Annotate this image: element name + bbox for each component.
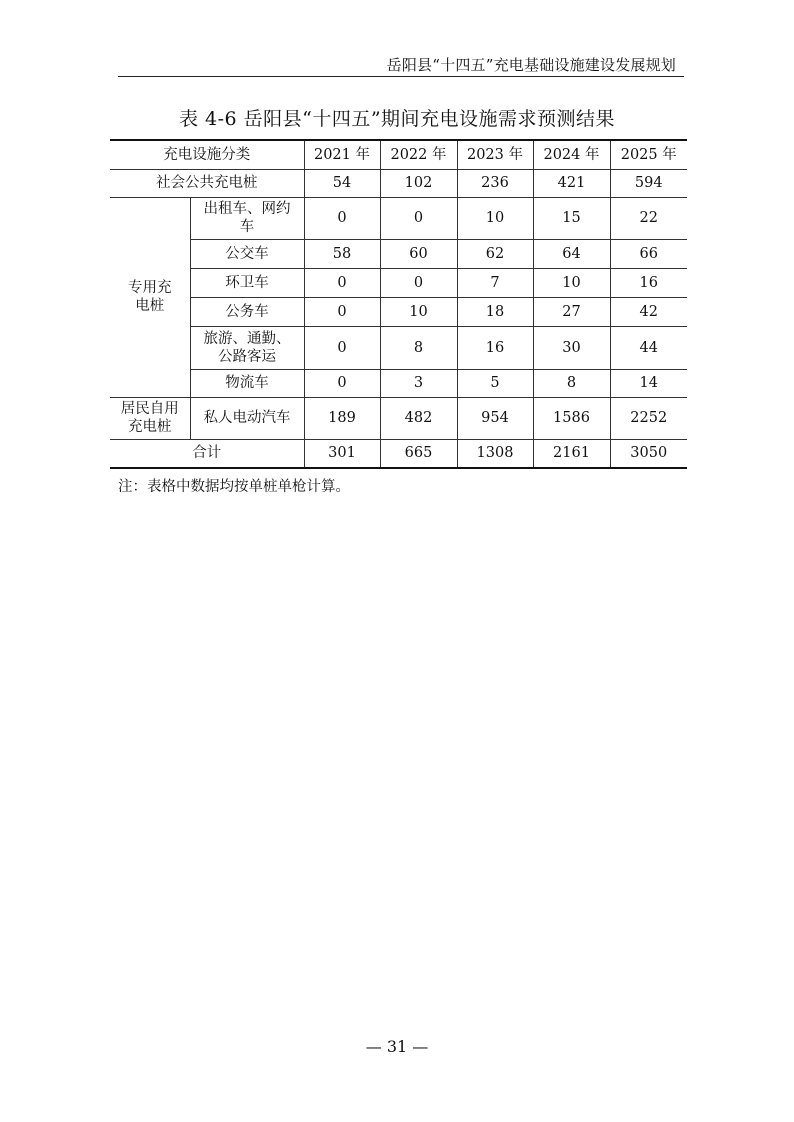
table-cell: 2161	[533, 439, 610, 468]
table-cell: 594	[610, 169, 687, 197]
row-label: 合计	[110, 439, 304, 468]
table-row-total	[110, 439, 687, 468]
table-cell: 30	[533, 326, 610, 369]
table-cell: 0	[304, 297, 380, 326]
table-cell: 22	[610, 197, 687, 239]
row-label: 公交车	[190, 239, 304, 268]
row-label: 旅游、通勤、公路客运	[190, 326, 304, 369]
table-cell: 14	[610, 369, 687, 397]
table-cell: 58	[304, 239, 380, 268]
page-number: — 31 —	[365, 1037, 429, 1056]
table-cell: 236	[457, 169, 533, 197]
table-cell: 27	[533, 297, 610, 326]
table-cell: 1586	[533, 397, 610, 439]
table-cell: 301	[304, 439, 380, 468]
table-cell: 64	[533, 239, 610, 268]
table-cell: 0	[380, 197, 457, 239]
table-row	[110, 239, 687, 268]
table-cell: 3050	[610, 439, 687, 468]
row-label: 私人电动汽车	[190, 397, 304, 439]
table-cell: 15	[533, 197, 610, 239]
table-row	[110, 397, 687, 439]
table-cell: 189	[304, 397, 380, 439]
table-cell: 54	[304, 169, 380, 197]
table-title: 表 4-6 岳阳县“十四五”期间充电设施需求预测结果	[178, 108, 616, 130]
table-cell: 62	[457, 239, 533, 268]
column-header-category: 充电设施分类	[110, 140, 304, 169]
row-label: 社会公共充电桩	[110, 169, 304, 197]
table-cell: 5	[457, 369, 533, 397]
table-row	[110, 297, 687, 326]
row-label: 物流车	[190, 369, 304, 397]
table-cell: 10	[533, 268, 610, 297]
running-header: 岳阳县“十四五”充电基础设施建设发展规划	[386, 56, 676, 74]
table-cell: 421	[533, 169, 610, 197]
table-cell: 3	[380, 369, 457, 397]
table-cell: 8	[533, 369, 610, 397]
table-cell: 954	[457, 397, 533, 439]
table-cell: 0	[304, 197, 380, 239]
group-label-residential: 居民自用充电桩	[110, 397, 190, 439]
demand-forecast-table	[110, 139, 687, 469]
table-header-row	[110, 140, 687, 169]
year-header: 2021 年	[304, 140, 380, 169]
table-cell: 0	[304, 268, 380, 297]
table-cell: 18	[457, 297, 533, 326]
year-header: 2022 年	[380, 140, 457, 169]
table-note: 注：表格中数据均按单桩单枪计算。	[118, 479, 350, 495]
row-label: 公务车	[190, 297, 304, 326]
table-cell: 482	[380, 397, 457, 439]
row-label: 出租车、网约车	[190, 197, 304, 239]
table-row	[110, 326, 687, 369]
year-header: 2023 年	[457, 140, 533, 169]
table-cell: 1308	[457, 439, 533, 468]
table-cell: 60	[380, 239, 457, 268]
table-cell: 102	[380, 169, 457, 197]
table-cell: 16	[457, 326, 533, 369]
table-cell: 16	[610, 268, 687, 297]
table-cell: 665	[380, 439, 457, 468]
table-cell: 66	[610, 239, 687, 268]
table-cell: 44	[610, 326, 687, 369]
year-header: 2024 年	[533, 140, 610, 169]
table-cell: 10	[380, 297, 457, 326]
table-row	[110, 197, 687, 239]
table-cell: 42	[610, 297, 687, 326]
header-rule	[118, 76, 684, 77]
table-cell: 0	[380, 268, 457, 297]
group-label-dedicated: 专用充电桩	[110, 197, 190, 397]
table-row	[110, 369, 687, 397]
table-row	[110, 268, 687, 297]
row-label: 环卫车	[190, 268, 304, 297]
table-cell: 2252	[610, 397, 687, 439]
table-cell: 7	[457, 268, 533, 297]
year-header: 2025 年	[610, 140, 687, 169]
table-cell: 10	[457, 197, 533, 239]
table-cell: 8	[380, 326, 457, 369]
table-row-public	[110, 169, 687, 197]
table-cell: 0	[304, 326, 380, 369]
table-cell: 0	[304, 369, 380, 397]
